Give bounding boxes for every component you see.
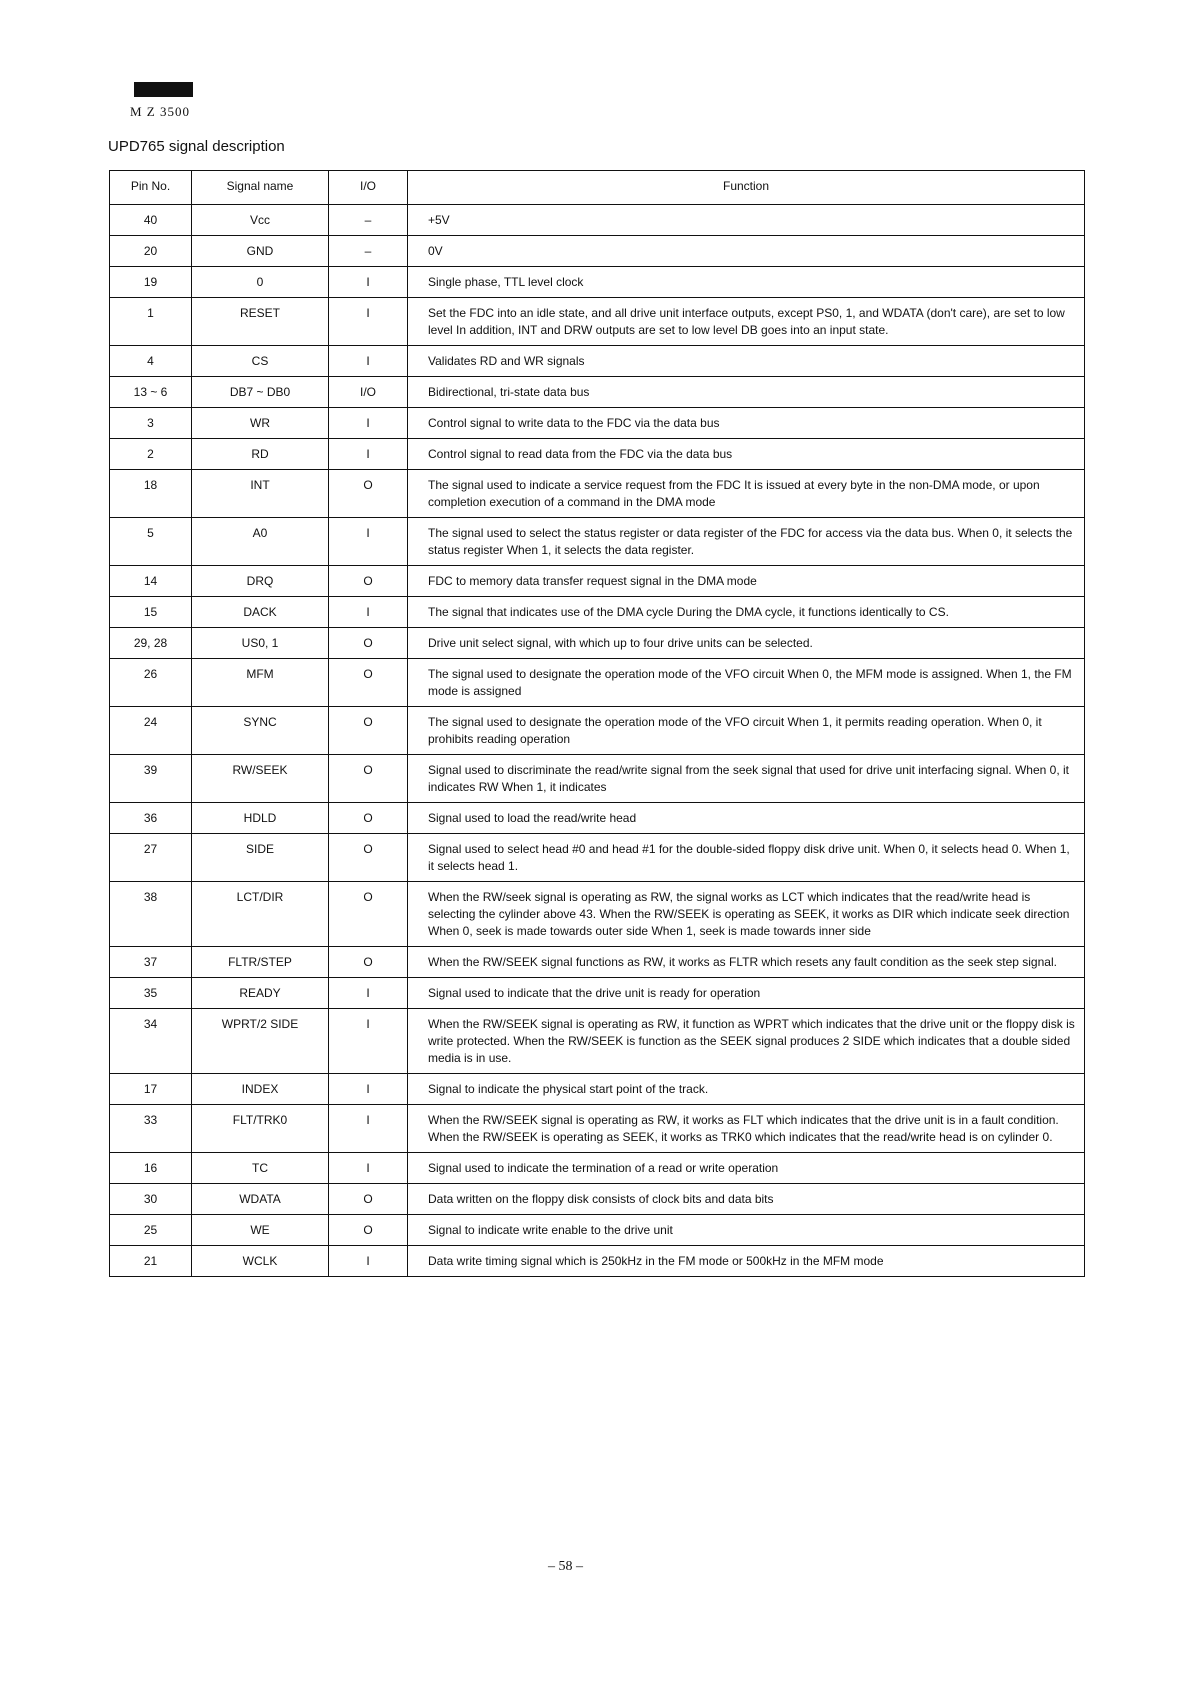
io-cell: O bbox=[329, 803, 408, 834]
pin-cell: 24 bbox=[110, 707, 192, 755]
io-cell: O bbox=[329, 659, 408, 707]
signal-name-cell: INT bbox=[192, 470, 329, 518]
table-row bbox=[110, 1184, 1085, 1215]
signal-name-cell: RD bbox=[192, 439, 329, 470]
signal-name-cell: WDATA bbox=[192, 1184, 329, 1215]
function-cell: The signal used to indicate a service request from the FDC It is issued at every byte in the non-DMA mode, or upon completion execution of a command in the DMA mode bbox=[408, 470, 1085, 518]
function-cell: Signal used to indicate that the drive unit is ready for operation bbox=[408, 978, 1085, 1009]
pin-cell: 29, 28 bbox=[110, 628, 192, 659]
signal-name-cell: US0, 1 bbox=[192, 628, 329, 659]
function-cell: Signal used to select head #0 and head #1 for the double-sided floppy disk drive unit. When 0, it selects head 0. When 1, it selects head 1. bbox=[408, 834, 1085, 882]
pin-cell: 5 bbox=[110, 518, 192, 566]
io-cell: I bbox=[329, 978, 408, 1009]
function-cell: Bidirectional, tri-state data bus bbox=[408, 377, 1085, 408]
pin-cell: 1 bbox=[110, 298, 192, 346]
io-cell: I bbox=[329, 1246, 408, 1277]
table-header-row bbox=[110, 171, 1085, 205]
table-row bbox=[110, 377, 1085, 408]
signal-name-cell: READY bbox=[192, 978, 329, 1009]
table-row bbox=[110, 597, 1085, 628]
function-cell: The signal that indicates use of the DMA cycle During the DMA cycle, it functions identically to CS. bbox=[408, 597, 1085, 628]
table-row bbox=[110, 298, 1085, 346]
col-header-function: Function bbox=[408, 171, 1085, 205]
pin-cell: 30 bbox=[110, 1184, 192, 1215]
table-row bbox=[110, 566, 1085, 597]
function-cell: When the RW/seek signal is operating as RW, the signal works as LCT which indicates that the read/write head is selecting the cylinder above 43. When the RW/SEEK is operating as SEEK, it works as DIR which indicate seek direction When 0, seek is made towards outer side When 1, seek is made towards inner side bbox=[408, 882, 1085, 947]
function-cell: Signal used to discriminate the read/write signal from the seek signal that used for drive unit interfacing signal. When 0, it indicates RW When 1, it indicates bbox=[408, 755, 1085, 803]
signal-name-cell: SYNC bbox=[192, 707, 329, 755]
signal-name-cell: HDLD bbox=[192, 803, 329, 834]
pin-cell: 18 bbox=[110, 470, 192, 518]
function-cell: The signal used to designate the operation mode of the VFO circuit When 0, the MFM mode is assigned. When 1, the FM mode is assigned bbox=[408, 659, 1085, 707]
io-cell: I bbox=[329, 1153, 408, 1184]
pin-cell: 26 bbox=[110, 659, 192, 707]
function-cell: When the RW/SEEK signal functions as RW, it works as FLTR which resets any fault condition as the seek step signal. bbox=[408, 947, 1085, 978]
table-row bbox=[110, 518, 1085, 566]
io-cell: – bbox=[329, 236, 408, 267]
io-cell: I bbox=[329, 267, 408, 298]
table-row bbox=[110, 755, 1085, 803]
function-cell: The signal used to select the status register or data register of the FDC for access via the data bus. When 0, it selects the status register When 1, it selects the data register. bbox=[408, 518, 1085, 566]
function-cell: Signal used to indicate the termination of a read or write operation bbox=[408, 1153, 1085, 1184]
io-cell: I bbox=[329, 298, 408, 346]
pin-cell: 20 bbox=[110, 236, 192, 267]
function-cell: FDC to memory data transfer request signal in the DMA mode bbox=[408, 566, 1085, 597]
table-row bbox=[110, 947, 1085, 978]
io-cell: I bbox=[329, 439, 408, 470]
io-cell: I bbox=[329, 346, 408, 377]
io-cell: O bbox=[329, 566, 408, 597]
pin-cell: 21 bbox=[110, 1246, 192, 1277]
table-row bbox=[110, 628, 1085, 659]
table-row bbox=[110, 882, 1085, 947]
function-cell: Validates RD and WR signals bbox=[408, 346, 1085, 377]
table-row bbox=[110, 978, 1085, 1009]
table-row bbox=[110, 659, 1085, 707]
io-cell: O bbox=[329, 755, 408, 803]
signal-name-cell: WPRT/2 SIDE bbox=[192, 1009, 329, 1074]
function-cell: 0V bbox=[408, 236, 1085, 267]
io-cell: I bbox=[329, 1074, 408, 1105]
table-row bbox=[110, 1246, 1085, 1277]
pin-cell: 4 bbox=[110, 346, 192, 377]
io-cell: I bbox=[329, 597, 408, 628]
function-cell: +5V bbox=[408, 205, 1085, 236]
table-row bbox=[110, 707, 1085, 755]
pin-cell: 36 bbox=[110, 803, 192, 834]
model-name: M Z 3500 bbox=[130, 104, 190, 119]
function-cell: The signal used to designate the operation mode of the VFO circuit When 1, it permits reading operation. When 0, it prohibits reading operation bbox=[408, 707, 1085, 755]
signal-name-cell: WR bbox=[192, 408, 329, 439]
signal-name-cell: FLT/TRK0 bbox=[192, 1105, 329, 1153]
function-cell: Control signal to read data from the FDC via the data bus bbox=[408, 439, 1085, 470]
io-cell: O bbox=[329, 1215, 408, 1246]
pin-cell: 3 bbox=[110, 408, 192, 439]
page-title: UPD765 signal description bbox=[108, 138, 285, 155]
signal-name-cell: WCLK bbox=[192, 1246, 329, 1277]
page-number: – 58 – bbox=[548, 1559, 583, 1574]
signal-name-cell: DB7 ~ DB0 bbox=[192, 377, 329, 408]
signal-name-cell: DRQ bbox=[192, 566, 329, 597]
table-row bbox=[110, 1074, 1085, 1105]
function-cell: Data written on the floppy disk consists of clock bits and data bits bbox=[408, 1184, 1085, 1215]
pin-cell: 35 bbox=[110, 978, 192, 1009]
signal-name-cell: DACK bbox=[192, 597, 329, 628]
table-row bbox=[110, 1105, 1085, 1153]
table-row bbox=[110, 439, 1085, 470]
signal-name-cell: LCT/DIR bbox=[192, 882, 329, 947]
io-cell: O bbox=[329, 947, 408, 978]
signal-name-cell: TC bbox=[192, 1153, 329, 1184]
function-cell: When the RW/SEEK signal is operating as RW, it works as FLT which indicates that the drive unit is in a fault condition. When the RW/SEEK is operating as SEEK, it works as TRK0 which indicates that the read/write head is on cylinder 0. bbox=[408, 1105, 1085, 1153]
table-row bbox=[110, 1153, 1085, 1184]
function-cell: Single phase, TTL level clock bbox=[408, 267, 1085, 298]
signal-name-cell: WE bbox=[192, 1215, 329, 1246]
table-row bbox=[110, 803, 1085, 834]
pin-cell: 27 bbox=[110, 834, 192, 882]
signal-name-cell: CS bbox=[192, 346, 329, 377]
logo-mark bbox=[134, 82, 193, 97]
io-cell: I bbox=[329, 518, 408, 566]
io-cell: I bbox=[329, 1009, 408, 1074]
table-row bbox=[110, 267, 1085, 298]
signal-name-cell: RW/SEEK bbox=[192, 755, 329, 803]
table-row bbox=[110, 346, 1085, 377]
table-row bbox=[110, 408, 1085, 439]
io-cell: I bbox=[329, 1105, 408, 1153]
signal-name-cell: A0 bbox=[192, 518, 329, 566]
signal-name-cell: SIDE bbox=[192, 834, 329, 882]
pin-cell: 37 bbox=[110, 947, 192, 978]
pin-cell: 14 bbox=[110, 566, 192, 597]
col-header-io: I/O bbox=[329, 171, 408, 205]
table-row bbox=[110, 205, 1085, 236]
pin-cell: 16 bbox=[110, 1153, 192, 1184]
function-cell: Signal used to load the read/write head bbox=[408, 803, 1085, 834]
table-row bbox=[110, 1215, 1085, 1246]
signal-table bbox=[109, 170, 1085, 1277]
function-cell: Control signal to write data to the FDC via the data bus bbox=[408, 408, 1085, 439]
signal-name-cell: 0 bbox=[192, 267, 329, 298]
table-row bbox=[110, 1009, 1085, 1074]
io-cell: O bbox=[329, 882, 408, 947]
function-cell: Signal to indicate the physical start point of the track. bbox=[408, 1074, 1085, 1105]
io-cell: O bbox=[329, 1184, 408, 1215]
pin-cell: 34 bbox=[110, 1009, 192, 1074]
function-cell: Data write timing signal which is 250kHz in the FM mode or 500kHz in the MFM mode bbox=[408, 1246, 1085, 1277]
signal-name-cell: GND bbox=[192, 236, 329, 267]
pin-cell: 17 bbox=[110, 1074, 192, 1105]
function-cell: When the RW/SEEK signal is operating as RW, it function as WPRT which indicates that the drive unit or the floppy disk is write protected. When the RW/SEEK is function as the SEEK signal produces 2 SIDE which indicates that a double sided media is in use. bbox=[408, 1009, 1085, 1074]
table-row bbox=[110, 470, 1085, 518]
table-row bbox=[110, 236, 1085, 267]
function-cell: Set the FDC into an idle state, and all drive unit interface outputs, except PS0, 1, and WDATA (don't care), are set to low level In addition, INT and DRW outputs are set to low level DB goes into an input state. bbox=[408, 298, 1085, 346]
signal-name-cell: Vcc bbox=[192, 205, 329, 236]
io-cell: O bbox=[329, 707, 408, 755]
pin-cell: 2 bbox=[110, 439, 192, 470]
table-body bbox=[110, 205, 1085, 1277]
pin-cell: 38 bbox=[110, 882, 192, 947]
col-header-pin: Pin No. bbox=[110, 171, 192, 205]
col-header-signal-name: Signal name bbox=[192, 171, 329, 205]
io-cell: – bbox=[329, 205, 408, 236]
io-cell: O bbox=[329, 628, 408, 659]
io-cell: I/O bbox=[329, 377, 408, 408]
pin-cell: 15 bbox=[110, 597, 192, 628]
io-cell: I bbox=[329, 408, 408, 439]
pin-cell: 25 bbox=[110, 1215, 192, 1246]
table-row bbox=[110, 834, 1085, 882]
pin-cell: 40 bbox=[110, 205, 192, 236]
signal-name-cell: RESET bbox=[192, 298, 329, 346]
io-cell: O bbox=[329, 470, 408, 518]
function-cell: Drive unit select signal, with which up to four drive units can be selected. bbox=[408, 628, 1085, 659]
function-cell: Signal to indicate write enable to the drive unit bbox=[408, 1215, 1085, 1246]
pin-cell: 33 bbox=[110, 1105, 192, 1153]
pin-cell: 19 bbox=[110, 267, 192, 298]
signal-name-cell: MFM bbox=[192, 659, 329, 707]
signal-name-cell: FLTR/STEP bbox=[192, 947, 329, 978]
pin-cell: 39 bbox=[110, 755, 192, 803]
io-cell: O bbox=[329, 834, 408, 882]
pin-cell: 13 ~ 6 bbox=[110, 377, 192, 408]
signal-name-cell: INDEX bbox=[192, 1074, 329, 1105]
